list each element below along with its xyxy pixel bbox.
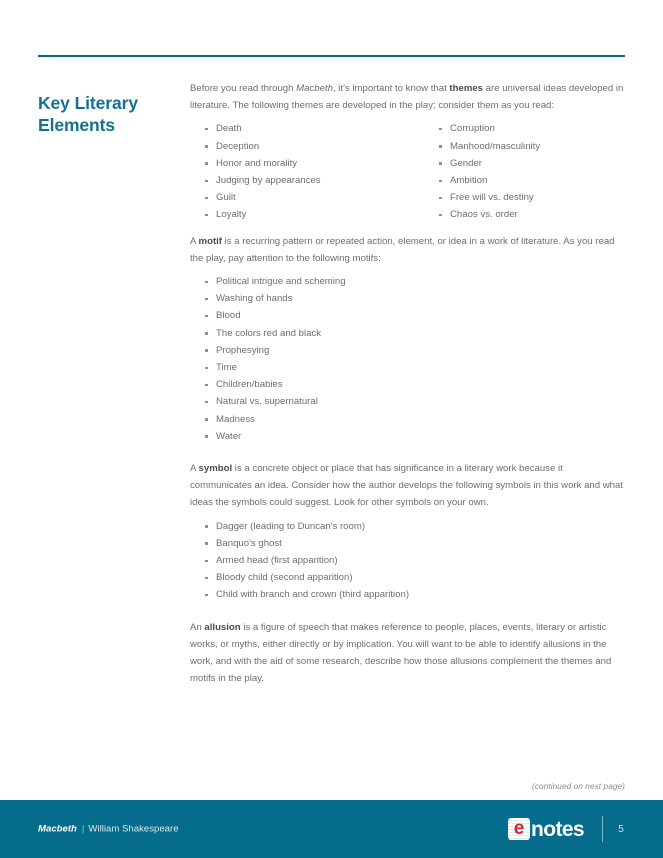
symbols-intro-part1: A: [190, 463, 199, 475]
list-item: Ambition: [424, 172, 624, 189]
list-item: Children/babies: [190, 376, 625, 393]
themes-intro-paragraph: [190, 80, 625, 114]
page-title: Key Literary Elements: [38, 92, 138, 135]
symbols-list: [190, 518, 625, 604]
list-item: Bloody child (second apparition): [190, 569, 625, 586]
list-item: Chaos vs. order: [424, 206, 624, 223]
page-number: 5: [618, 823, 624, 835]
themes-list-left: [190, 120, 424, 223]
list-item: The colors red and black: [190, 325, 625, 342]
list-item: Time: [190, 359, 625, 376]
list-item: Loyalty: [190, 206, 424, 223]
motifs-intro-part1: A: [190, 235, 199, 247]
themes-intro-part2: , it's important to know that: [332, 83, 450, 94]
symbols-intro-paragraph: [190, 460, 625, 512]
themes-two-column-list: [190, 120, 625, 223]
list-item: Guilt: [190, 189, 424, 206]
list-item: Banquo's ghost: [190, 535, 625, 552]
list-item: Water: [190, 428, 625, 445]
footer-work-title: Macbeth: [38, 823, 77, 835]
themes-list-right: [424, 120, 624, 223]
list-item: Blood: [190, 307, 625, 324]
main-content: [190, 80, 625, 694]
motifs-intro-paragraph: [190, 233, 625, 267]
motifs-keyword: motif: [198, 235, 222, 247]
symbols-intro-part2: is a concrete object or place that has significance in a literary work because it communicates an idea. Consider how the author develops the following symbols in this work and what ideas the symbols could suggest. Look for other symbols on your own.: [190, 463, 624, 509]
enotes-logo-wordmark: notes: [530, 817, 584, 841]
enotes-logo-e-icon: e: [508, 818, 530, 840]
list-item: Washing of hands: [190, 290, 625, 307]
list-item: Child with branch and crown (third apparition): [190, 586, 625, 603]
list-item: Death: [190, 120, 424, 137]
list-item: Corruption: [424, 120, 624, 137]
page-footer: [0, 800, 663, 858]
allusion-keyword: allusion: [204, 621, 241, 633]
list-item: Judging by appearances: [190, 172, 424, 189]
list-item: Armed head (first apparition): [190, 552, 625, 569]
allusion-intro-part1: An: [190, 621, 205, 633]
list-item: Madness: [190, 411, 625, 428]
top-rule-divider: [38, 55, 625, 57]
footer-brand: [508, 816, 625, 842]
themes-intro-part1: Before you read through: [190, 83, 297, 94]
list-item: Gender: [424, 155, 624, 172]
themes-keyword: themes: [449, 83, 484, 94]
allusion-intro-part2: is a figure of speech that makes reference to people, places, events, literary or artistic works, or myths, either directly or by implication. You will want to be able to identify allusions in the work, and with the aid of some research, describe how those allusions complement the themes and motifs in the play.: [190, 621, 612, 685]
list-item: Manhood/masculinity: [424, 138, 624, 155]
footer-separator: |: [81, 823, 85, 835]
footer-divider: [602, 816, 603, 842]
list-item: Dagger (leading to Duncan's room): [190, 518, 625, 535]
themes-column-right: [424, 120, 624, 223]
list-item: Natural vs. supernatural: [190, 393, 625, 410]
footer-author: William Shakespeare: [88, 823, 179, 835]
enotes-logo: [508, 818, 584, 840]
footer-book-info: [38, 824, 179, 835]
work-title-macbeth: Macbeth: [296, 83, 333, 94]
continued-note: (continued on next page): [532, 782, 625, 791]
themes-intro-part3: are universal ideas developed in literature. The following themes are developed in the play; consider them as you read:: [190, 83, 624, 112]
motifs-list: [190, 273, 625, 445]
list-item: Deception: [190, 138, 424, 155]
allusion-paragraph: [190, 619, 625, 688]
motifs-intro-part2: is a recurring pattern or repeated action, element, or idea in a work of literature. As you read the play, pay attention to the following motifs:: [190, 235, 615, 264]
list-item: Political intrigue and scheming: [190, 273, 625, 290]
list-item: Prophesying: [190, 342, 625, 359]
symbols-keyword: symbol: [198, 463, 233, 475]
themes-column-left: [190, 120, 424, 223]
list-item: Free will vs. destiny: [424, 189, 624, 206]
list-item: Honor and morality: [190, 155, 424, 172]
